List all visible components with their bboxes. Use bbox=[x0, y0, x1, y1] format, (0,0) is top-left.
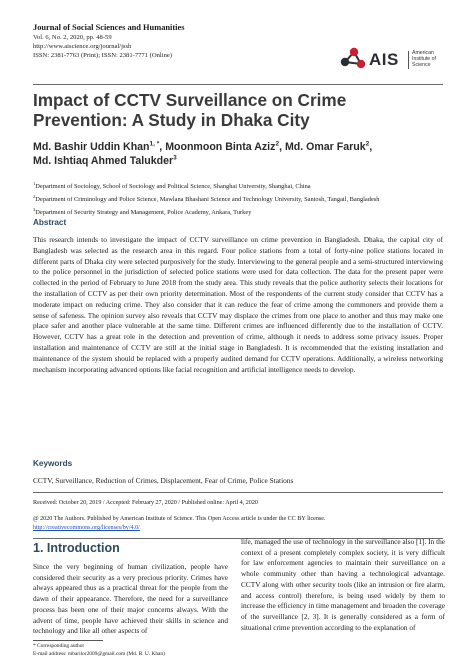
journal-issn: ISSN: 2381-7763 (Print); ISSN: 2381-7771 (Online) bbox=[33, 52, 173, 60]
logo-name-line3: Science bbox=[412, 62, 431, 69]
header-rule bbox=[33, 84, 443, 85]
logo-name-line2: Institute of bbox=[412, 56, 436, 63]
keywords-text: CCTV, Surveillance, Reduction of Crimes, Displacement, Fear of Crime, Police Stations bbox=[33, 476, 294, 485]
footnote-email: E-mail address: mbarilor2009@gmail.com (Md. B. U. Khan) bbox=[33, 650, 165, 657]
ais-logo-icon bbox=[338, 44, 368, 74]
affiliation-text: Department of Criminology and Police Science, Mawlana Bhashani Science and Technology University, Santosh, Tangail, Bangladesh bbox=[35, 196, 380, 204]
author-separator: , bbox=[159, 141, 166, 153]
footnote-corresponding: * Corresponding author bbox=[33, 643, 85, 649]
affiliation-text: Department of Security Strategy and Management, Police Academy, Ankara, Turkey bbox=[35, 209, 252, 217]
affiliation-item bbox=[33, 192, 453, 205]
license-link[interactable]: http://creativecommons.org/licenses/by/4.0/ bbox=[33, 525, 140, 531]
logo-divider bbox=[408, 51, 409, 69]
affiliation-text: Department of Sociology, School of Sociology and Political Science, Shanghai University, Shanghai, China bbox=[35, 183, 311, 191]
license-block bbox=[33, 515, 453, 533]
affiliation-item bbox=[33, 179, 453, 192]
intro-left-column: Since the very beginning of human civilization, people have considered their security as a very precious priority. Crimes have always appeared thus as a practical threat for the people from the dawn of their appearance. Therefore, the need for a surveillance process has been one of their major concerns always. With the advent of time, people have achieved their skills in science and technology and like all other aspects of bbox=[33, 562, 228, 636]
ais-logo-acronym: AIS bbox=[369, 50, 399, 69]
paper-title: Impact of CCTV Surveillance on Crime Prevention: A Study in Dhaka City bbox=[33, 90, 347, 130]
author-list bbox=[33, 140, 453, 168]
footnote bbox=[33, 643, 165, 658]
ais-logo-name bbox=[412, 50, 452, 69]
journal-url[interactable]: http://www.aiscience.org/journal/jssh bbox=[33, 43, 132, 51]
affiliation-number: 2 bbox=[33, 194, 36, 200]
author-2: Moonmoon Binta Aziz bbox=[165, 141, 276, 153]
publication-dates: Received: October 20, 2019 / Accepted: February 27, 2020 / Published online: April 4, 2020 bbox=[33, 500, 258, 506]
author-separator: , bbox=[279, 141, 285, 153]
author-3-affil: 2 bbox=[365, 140, 370, 148]
journal-header bbox=[33, 22, 323, 61]
author-2-affil: 2 bbox=[275, 140, 280, 148]
ais-logo bbox=[338, 44, 448, 76]
intro-right-column: life, managed the use of technology in the surveillance also [1]. In the context of a present completely complex society, it is very difficult for law enforcement agencies to maintain their surveillance on a whole community other than having a technological advantage. CCTV along with other security tools (like an intrusion or fire alarm, and access control) therefore, is being used widely by them to increase the efficiency in time management and broaden the coverage of the surveillance [2, 3]. It is generally considered as a form of situational crime prevention according to the explanation of bbox=[241, 537, 445, 632]
author-separator: , bbox=[369, 141, 373, 153]
keywords-rule bbox=[33, 492, 443, 493]
journal-volume: Vol. 6, No. 2, 2020, pp. 48-59 bbox=[33, 34, 112, 41]
affiliations bbox=[33, 179, 453, 218]
author-4: Md. Ishtiaq Ahmed Talukder bbox=[33, 155, 174, 167]
author-1-affil: 1, * bbox=[149, 140, 160, 148]
introduction-heading: 1. Introduction bbox=[33, 541, 120, 555]
affiliation-number: 1 bbox=[33, 181, 36, 186]
author-3: Md. Omar Faruk bbox=[284, 141, 366, 153]
author-4-affil: 3 bbox=[173, 154, 177, 162]
abstract-heading: Abstract bbox=[33, 218, 67, 227]
footnote-rule bbox=[33, 640, 103, 641]
journal-name: Journal of Social Sciences and Humanities bbox=[33, 23, 185, 32]
author-1: Md. Bashir Uddin Khan bbox=[33, 141, 150, 153]
license-text: @ 2020 The Authors. Published by American Institute of Science. This Open Access article is under the CC BY license. bbox=[33, 516, 326, 522]
keywords-heading: Keywords bbox=[33, 459, 73, 468]
affiliation-number: 3 bbox=[33, 207, 36, 213]
affiliation-item bbox=[33, 205, 453, 218]
logo-name-line1: American bbox=[412, 50, 434, 56]
abstract-text: This research intends to investigate the impact of CCTV surveillance on crime prevention in Bangladesh. Dhaka, the capital city of Bangladesh was selected as the research area in this regard. Four police stations from a total of forty-nine police stations located in different parts of Dhaka city were selected purposively for the study. Interviewing to the general people and a semi-structured interviewing to the police personnel in the jurisdiction of selected police stations were used for data collection. The data for the present paper were collected in the period of February to June 2018 from the study area. This study reveals that the police authority selects their locations for the installation of CCTV as per their own priority determination. Most of the respondents of the current study consider that CCTV has a moderate impact on reducing crime. They also consider that it can reduce the fear of crime among the commoners and provide them a sense of safeness. The opinion survey also reveals that CCTV may displace the crimes from one place to another and thus may make one place safer and another place vulnerable at the same time. Different crimes are influenced differently due to the installation of CCTV. However, CCTV has a great role in the detection and prevention of crime, although it needs to address some privacy issues. Proper installation and maintenance of CCTV are still at the initial stage in Bangladesh. It is recommended that the existing installation and maintenance of the system should be replaced with a properly audited demand for CCTV operations. Additionally, a wireless networking mechanism incorporating advanced options like facial recognition and artificial intelligence needs to develop. bbox=[33, 235, 443, 374]
